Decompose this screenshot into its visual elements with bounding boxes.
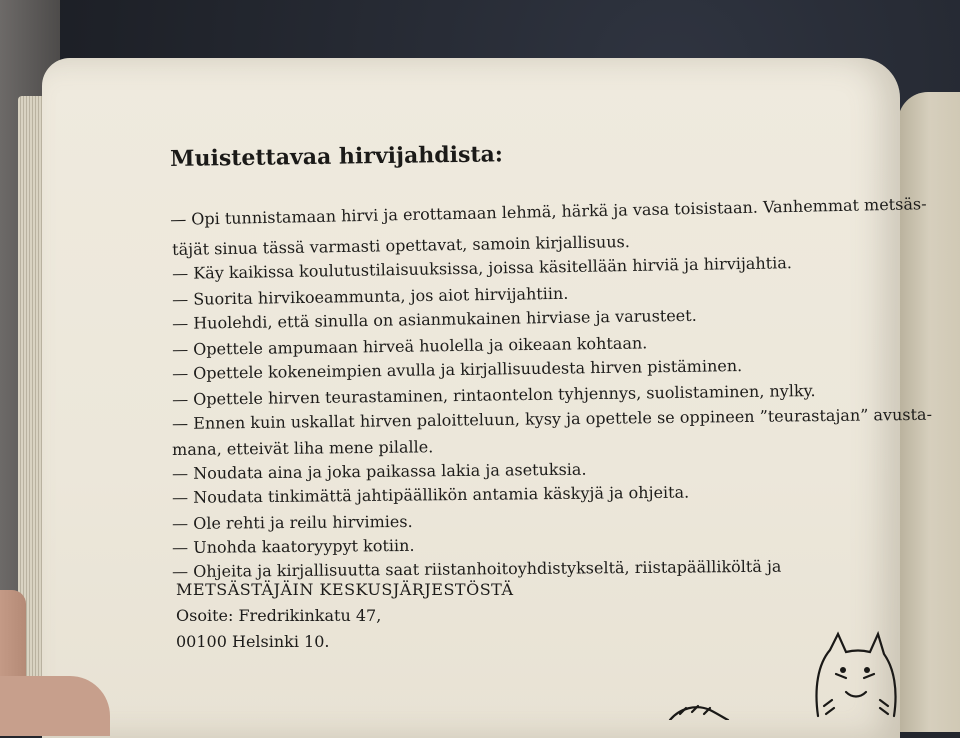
dog-illustration: [640, 628, 900, 720]
dog-eye-left: [840, 667, 846, 673]
text-line: — Suorita hirvikoeammunta, jos aiot hirvijahtiin.: [172, 283, 569, 309]
text-line: mana, etteivät liha mene pilalle.: [172, 437, 434, 459]
organization-name: METSÄSTÄJÄIN KESKUSJÄRJESTÖSTÄ: [176, 580, 514, 599]
thumb-lower: [0, 676, 110, 736]
text-line: — Opettele ampumaan hirveä huolella ja oikeaan kohtaan.: [172, 333, 648, 359]
text-line: — Opettele kokeneimpien avulla ja kirjallisuudesta hirven pistäminen.: [172, 356, 743, 383]
text-line: — Ohjeita ja kirjallisuutta saat riistanhoitoyhdistykseltä, riistapäälliköltä ja: [172, 556, 782, 581]
text-line: — Ennen kuin uskallat hirven paloitteluun, kysy ja opettele se oppineen ”teurastajan” avusta-: [172, 404, 933, 433]
text-line: — Ole rehti ja reilu hirvimies.: [172, 511, 413, 533]
text-line: täjät sinua tässä varmasti opettavat, samoin kirjallisuus.: [172, 232, 631, 259]
text-line: — Noudata tinkimättä jahtipäällikön antamia käskyjä ja ohjeita.: [172, 482, 690, 507]
text-line: — Huolehdi, että sinulla on asianmukainen hirviase ja varusteet.: [172, 305, 697, 333]
text-line: — Käy kaikissa koulutustilaisuuksissa, joissa käsitellään hirviä ja hirvijahtia.: [172, 253, 793, 283]
text-line: — Opettele hirven teurastaminen, rintaontelon tyhjennys, suolistaminen, nylky.: [172, 381, 816, 409]
text-line: — Unohda kaatoryypyt kotiin.: [172, 535, 415, 557]
text-line: — Noudata aina ja joka paikassa lakia ja asetuksia.: [172, 459, 587, 483]
address-street: Osoite: Fredrikinkatu 47,: [176, 606, 382, 625]
page-heading: Muistettavaa hirvijahdista:: [170, 141, 504, 172]
text-line: — Opi tunnistamaan hirvi ja erottamaan lehmä, härkä ja vasa toisistaan. Vanhemmat metsäs-: [170, 194, 927, 229]
address-city: 00100 Helsinki 10.: [176, 632, 330, 651]
dog-eye-right: [864, 667, 870, 673]
